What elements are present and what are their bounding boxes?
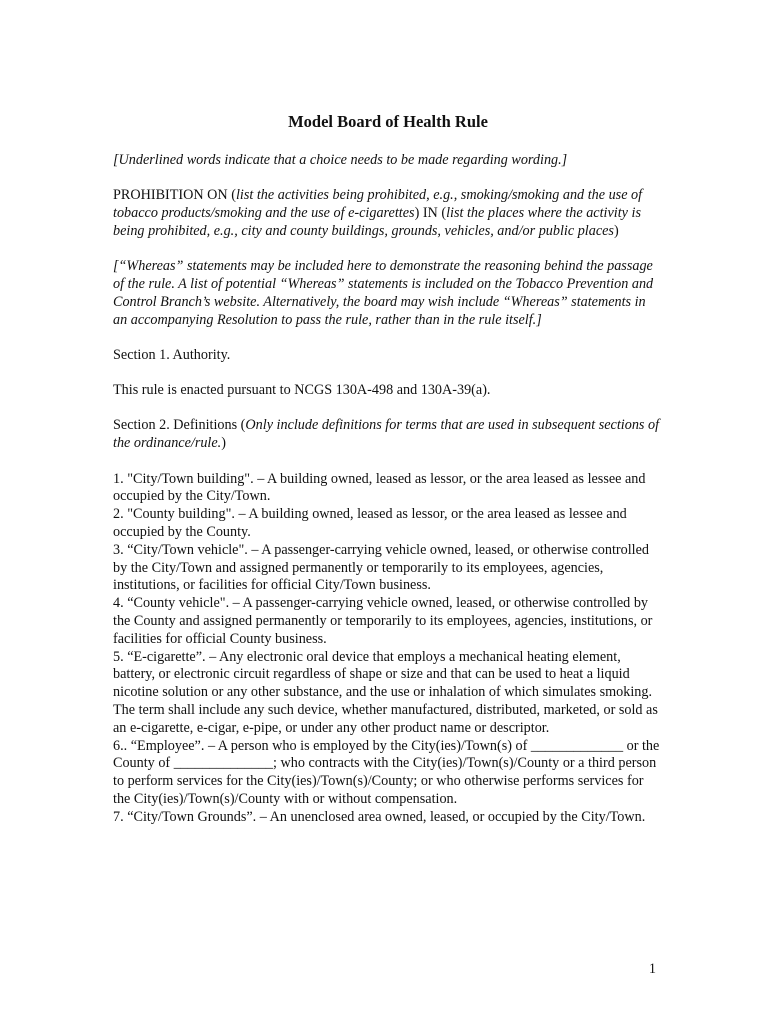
instruction-note: [Underlined words indicate that a choice needs to be made regarding wording.]: [113, 152, 568, 168]
definition-item: 4. “County vehicle". – A passenger-carrying vehicle owned, leased, or otherwise controlled by the County and assigned permanently or temporarily to its employees, agencies, institutions, or facilities for official County business.: [113, 595, 653, 647]
section2-heading: [113, 417, 663, 453]
definition-item: 5. “E-cigarette”. – Any electronic oral device that employs a mechanical heating element, battery, or electronic circuit regardless of shape or size and that can be used to heat a liquid nicotine solution or any other substance, and the use or inhalation of which simulates smoking. The term shall include any such device, whether manufactured, distributed, marketed, or sold as an e-cigarette, e-cigar, e-pipe, or under any other product name or descriptor.: [113, 648, 658, 736]
document-title: Model Board of Health Rule: [288, 112, 488, 131]
prohibition-activities-note: list the activities being prohibited, e.g., smoking/smoking and the use of tobacco products/smoking and the use of e-cigarettes: [113, 187, 643, 222]
prohibition-paragraph: [113, 187, 663, 240]
section1-text: This rule is enacted pursuant to NCGS 130A-498 and 130A-39(a).: [113, 382, 491, 399]
page-number: 1: [648, 961, 656, 977]
section2-note: Only include definitions for terms that are used in subsequent sections of the ordinance/rule.: [113, 417, 660, 452]
whereas-note: [“Whereas” statements may be included here to demonstrate the reasoning behind the passage of the rule. A list of potential “Whereas” statements is included on the Tobacco Prevention and Control Branch’s website. Alternatively, the board may wish include “Whereas” statements in an accompanying Resolution to pass the rule, rather than in the rule itself.]: [113, 258, 654, 328]
section2-lead: Section 2. Definitions (: [113, 417, 246, 434]
prohibition-mid: ) IN (: [414, 205, 447, 222]
definition-item: 2. "County building". – A building owned, leased as lessor, or the area leased as lessee and occupied by the County.: [113, 506, 627, 540]
prohibition-places-note: list the places where the activity is being prohibited, e.g., city and county buildings, grounds, vehicles, and/or public places: [113, 205, 641, 239]
definition-item: 7. “City/Town Grounds”. – An unenclosed area owned, leased, or occupied by the City/Town.: [113, 808, 646, 825]
definitions-list: [113, 471, 663, 827]
definition-item: 6.. “Employee”. – A person who is employed by the City(ies)/Town(s) of _____________ or the County of ______________; who contracts with the City(ies)/Town(s)/County or a third person to perform services for the City(ies)/Town(s)/County; or who otherwise performs services for the City(ies)/Town(s)/County with or without compensation.: [113, 737, 660, 807]
section2-end: ): [221, 435, 226, 452]
prohibition-end: ): [613, 222, 619, 239]
definition-item: 1. "City/Town building". – A building owned, leased as lessor, or the area leased as lessee and occupied by the City/Town.: [113, 470, 646, 505]
section1-heading: Section 1. Authority.: [113, 346, 231, 363]
definition-item: 3. “City/Town vehicle". – A passenger-carrying vehicle owned, leased, or otherwise controlled by the City/Town and assigned permanently or temporarily to its employees, agencies, institutions, or facilities for official City/Town business.: [113, 541, 649, 594]
prohibition-lead: PROHIBITION ON (: [113, 187, 236, 204]
document-body: [113, 112, 663, 827]
